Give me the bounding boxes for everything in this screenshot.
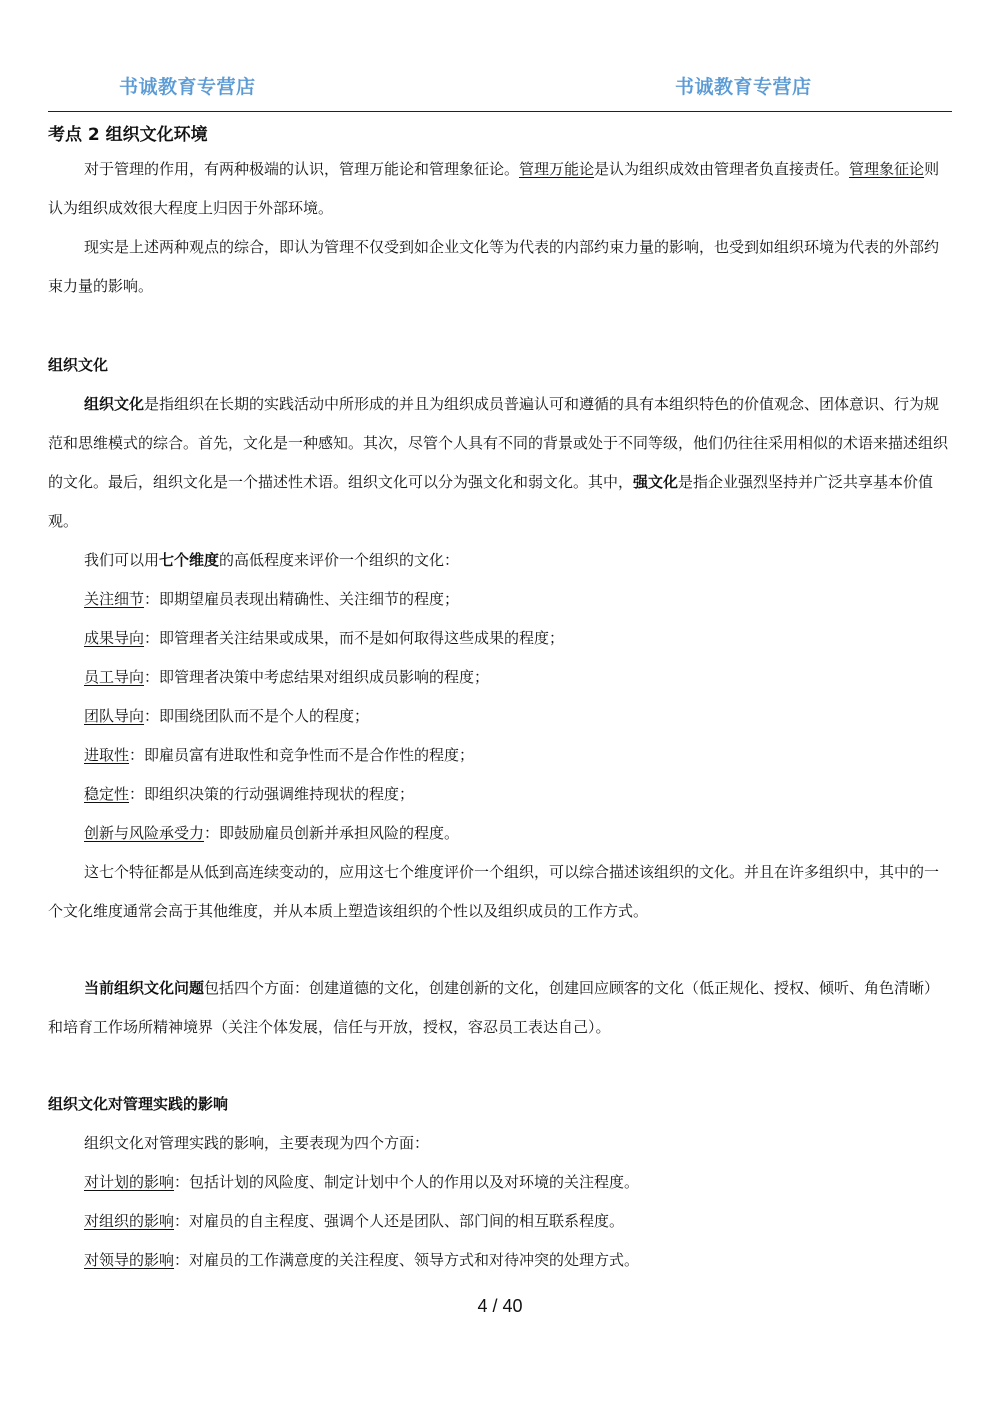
impact-desc: ：对雇员的工作满意度的关注程度、领导方式和对待冲突的处理方式。 bbox=[174, 1251, 640, 1269]
dimension-term: 关注细节 bbox=[84, 590, 145, 608]
dimension-term: 稳定性 bbox=[84, 785, 130, 803]
text: 则认为组织成效很大程度上归因于外部环境。 bbox=[48, 160, 940, 217]
text: 是认为组织成效由管理者负直接责任。 bbox=[594, 160, 850, 178]
text: 对于管理的作用，有两种极端的认识，管理万能论和管理象征论。 bbox=[84, 160, 520, 178]
dimension-term: 员工导向 bbox=[84, 668, 145, 686]
impact-item bbox=[48, 1163, 952, 1202]
dimension-item bbox=[48, 658, 952, 697]
dimension-item bbox=[48, 697, 952, 736]
impact-desc: ：包括计划的风险度、制定计划中个人的作用以及对环境的关注程度。 bbox=[174, 1173, 640, 1191]
document-body bbox=[48, 120, 952, 1280]
text: 包括四个方面：创建道德的文化，创建创新的文化，创建回应顾客的文化（低正规化、授权、倾听、角色清晰）和培育工作场所精神境界（关注个体发展，信任与开放，授权，容忍员工表达自己）。 bbox=[48, 979, 940, 1036]
page-total: 40 bbox=[502, 1296, 523, 1316]
term-current-issues: 当前组织文化问题 bbox=[84, 979, 205, 997]
text: 是指企业强烈坚持并广泛共享基本价值观。 bbox=[48, 473, 934, 530]
term-symbolic-view: 管理象征论 bbox=[849, 160, 925, 178]
impact-item bbox=[48, 1241, 952, 1280]
dimension-term: 进取性 bbox=[84, 746, 130, 764]
paragraph-impact-intro: 组织文化对管理实践的影响，主要表现为四个方面： bbox=[84, 1134, 430, 1152]
dimension-term: 成果导向 bbox=[84, 629, 145, 647]
paragraph-management-views bbox=[48, 150, 952, 228]
term-strong-culture: 强文化 bbox=[633, 473, 679, 491]
dimension-item bbox=[48, 580, 952, 619]
spacer bbox=[48, 1047, 952, 1085]
header-store-name-left: 书诚教育专营店 bbox=[119, 76, 256, 98]
dimension-item bbox=[48, 619, 952, 658]
term-seven-dimensions: 七个维度 bbox=[159, 551, 220, 569]
dimension-desc: ：即雇员富有进取性和竞争性而不是合作性的程度； bbox=[129, 746, 475, 764]
paragraph-current-issues bbox=[48, 969, 952, 1047]
header-store-name-right: 书诚教育专营店 bbox=[675, 76, 812, 98]
spacer bbox=[48, 931, 952, 969]
subheading-culture-impact: 组织文化对管理实践的影响 bbox=[48, 1095, 229, 1113]
impact-term: 对领导的影响 bbox=[84, 1251, 175, 1269]
dimension-desc: ：即管理者决策中考虑结果对组织成员影响的程度； bbox=[144, 668, 490, 686]
dimension-desc: ：即鼓励雇员创新并承担风险的程度。 bbox=[204, 824, 460, 842]
dimension-desc: ：即围绕团队而不是个人的程度； bbox=[144, 707, 370, 725]
dimension-term: 团队导向 bbox=[84, 707, 145, 725]
text: 是指组织在长期的实践活动中所形成的并且为组织成员普遍认可和遵循的具有本组织特色的价值观念、团体意识、行为规范和思维模式的综合。首先，文化是一种感知。其次，尽管个人具有不同的背景或处于不同等级，他们仍往往采用相似的术语来描述组织的文化。最后，组织文化是一个描述性术语。组织文化可以分为强文化和弱文化。其中， bbox=[48, 395, 949, 491]
page-number bbox=[0, 1296, 1000, 1317]
paragraph-culture-definition bbox=[48, 385, 952, 541]
page-separator: / bbox=[487, 1296, 503, 1316]
impact-desc: ：对雇员的自主程度、强调个人还是团队、部门间的相互联系程度。 bbox=[174, 1212, 625, 1230]
impact-term: 对组织的影响 bbox=[84, 1212, 175, 1230]
dimension-item bbox=[48, 775, 952, 814]
dimension-desc: ：即期望雇员表现出精确性、关注细节的程度； bbox=[144, 590, 460, 608]
text: 我们可以用 bbox=[84, 551, 160, 569]
impact-term: 对计划的影响 bbox=[84, 1173, 175, 1191]
term-omnipotent-view: 管理万能论 bbox=[519, 160, 595, 178]
dimension-item bbox=[48, 736, 952, 775]
paragraph-dimension-summary: 这七个特征都是从低到高连续变动的，应用这七个维度评价一个组织，可以综合描述该组织的文化。并且在许多组织中，其中的一个文化维度通常会高于其他维度，并从本质上塑造该组织的个性以及组织成员的工作方式。 bbox=[48, 863, 940, 920]
dimension-item bbox=[48, 814, 952, 853]
header-divider bbox=[48, 111, 952, 112]
paragraph-synthesis: 现实是上述两种观点的综合，即认为管理不仅受到如企业文化等为代表的内部约束力量的影响，也受到如组织环境为代表的外部约束力量的影响。 bbox=[48, 238, 940, 295]
subheading-org-culture: 组织文化 bbox=[48, 356, 109, 374]
dimension-term: 创新与风险承受力 bbox=[84, 824, 205, 842]
spacer bbox=[48, 306, 952, 346]
dimension-desc: ：即组织决策的行动强调维持现状的程度； bbox=[129, 785, 415, 803]
term-org-culture: 组织文化 bbox=[84, 395, 145, 413]
dimension-desc: ：即管理者关注结果或成果，而不是如何取得这些成果的程度； bbox=[144, 629, 565, 647]
text: 的高低程度来评价一个组织的文化： bbox=[219, 551, 460, 569]
impact-item bbox=[48, 1202, 952, 1241]
section-title: 考点 2 组织文化环境 bbox=[48, 125, 208, 145]
paragraph-seven-dimensions bbox=[48, 541, 952, 580]
page-current: 4 bbox=[477, 1296, 488, 1316]
